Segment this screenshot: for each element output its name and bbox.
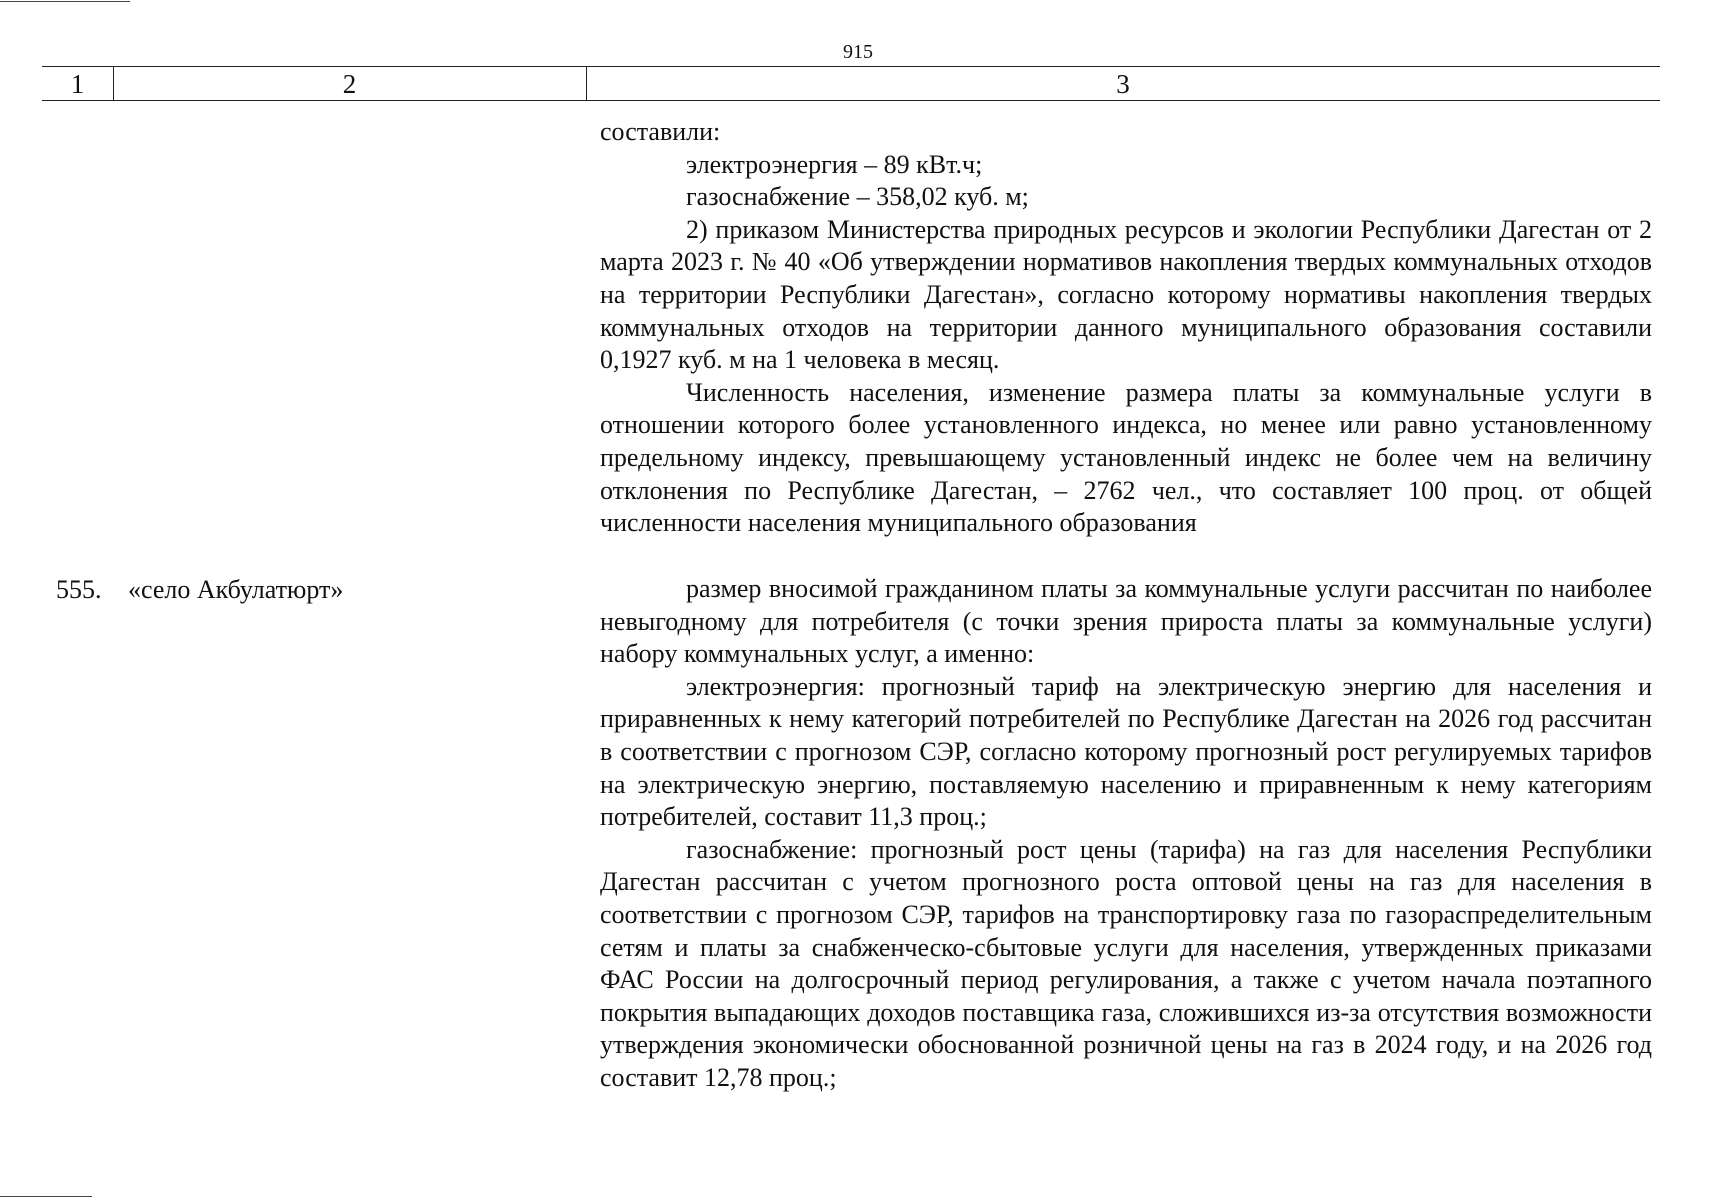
paragraph: газоснабжение – 358,02 куб. м; [686,182,1029,212]
column-header-2: 2 [342,69,357,99]
page-number: 915 [843,41,873,63]
row-555-text-block [600,573,1652,1095]
scan-edge-mark [0,1,130,2]
column-header-1: 1 [70,69,85,99]
scan-edge-mark [0,1196,92,1197]
continuation-text-block [600,116,1652,540]
paragraph: Численность населения, изменение размера платы за коммунальные услуги в отношении которого более установленного индекса, но менее или равно установленному предельному индексу, превышающему установленный индекс не более чем на величину отклонения по Республике Дагестан, – 2762 чел., что составляет 100 проц. от общей численности населения муниципального образования [600,377,1652,538]
column-header-3: 3 [1116,69,1130,99]
municipality-name: «село Акбулатюрт» [128,575,344,604]
paragraph: электроэнергия: прогнозный тариф на электрическую энергию для населения и приравненных к нему категорий потребителей по Республике Дагестан на 2026 год рассчитан в соответствии с прогнозом СЭР, согласно которому прогнозный рост регулируемых тарифов на электрическую энергию, поставляемую населению и приравненным к нему категориям потребителей, составит 11,3 проц.; [600,671,1652,832]
paragraph: электроэнергия – 89 кВт.ч; [686,149,983,179]
paragraph: размер вносимой гражданином платы за коммунальные услуги рассчитан по наиболее невыгодному для потребителя (с точки зрения прироста платы за коммунальные услуги) набору коммунальных услуг, а именно: [600,574,1652,669]
paragraph: газоснабжение: прогнозный рост цены (тарифа) на газ для населения Республики Дагестан рассчитан с учетом прогнозного роста оптовой цены на газ для населения в соответствии с прогнозом СЭР, тарифов на транспортировку газа по газораспределительным сетям и платы за снабженческо-сбытовые услуги для населения, утвержденных приказами ФАС России на долгосрочный период регулирования, а также с учетом начала поэтапного покрытия выпадающих доходов поставщика газа, сложившихся из-за отсутствия возможности утверждения экономически обоснованной розничной цены на газ в 2024 году, и на 2026 год составит 12,78 проц.; [600,834,1652,1092]
paragraph: составили: [600,117,721,146]
paragraph: 2) приказом Министерства природных ресурсов и экологии Республики Дагестан от 2 марта 2023 г. № 40 «Об утверждении нормативов накопления твердых коммунальных отходов на территории Республики Дагестан», согласно которому нормативы накопления твердых коммунальных отходов на территории данного муниципального образования составили 0,1927 куб. м на 1 человека в месяц. [600,214,1652,375]
row-number: 555. [56,575,102,604]
